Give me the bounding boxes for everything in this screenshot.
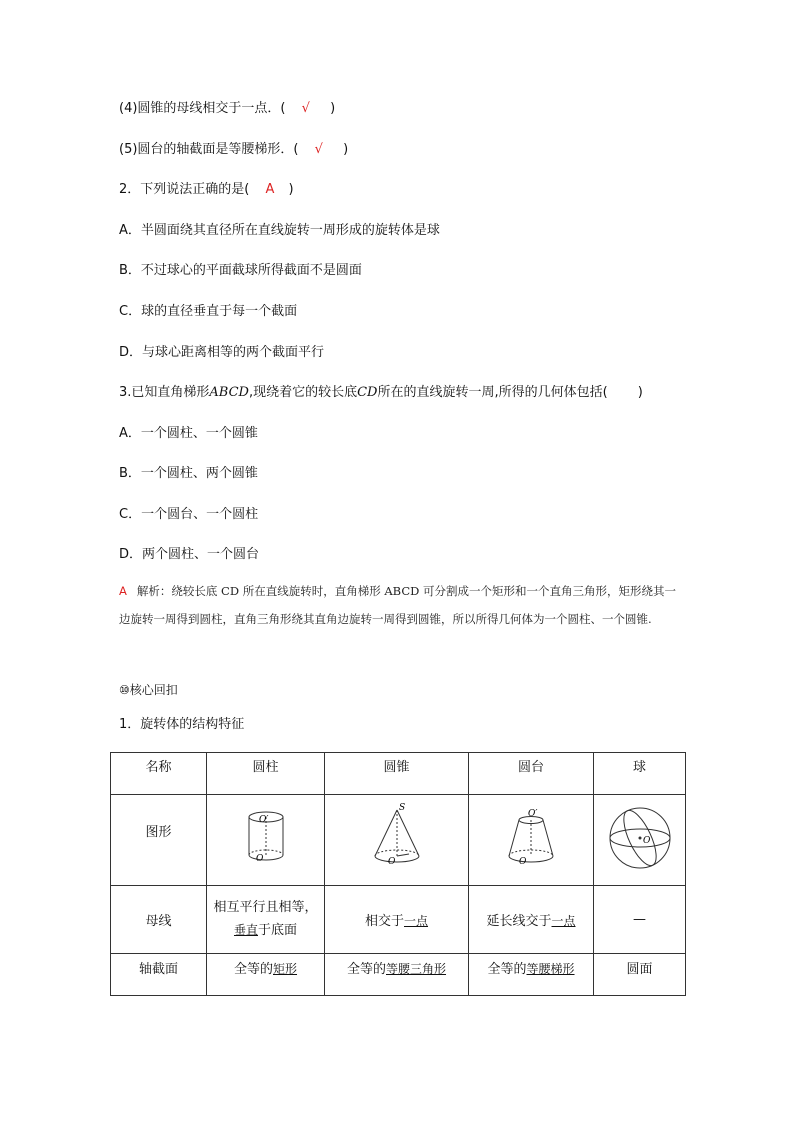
sphere-figure: [600, 798, 680, 878]
solution-answer: A: [119, 584, 127, 598]
generatrix-label: 母线: [111, 886, 207, 954]
axial-sphere: 圆面: [594, 954, 686, 996]
header-frustum: 圆台: [469, 753, 594, 795]
label-o: O: [642, 836, 650, 846]
figure-label: 图形: [111, 795, 207, 886]
q3-stem: 3.已知直角梯形ABCD,现绕着它的较长底CD所在的直线旋转一周,所得的几何体包括( ): [119, 385, 643, 400]
cylinder-figure: [236, 798, 296, 878]
q3-option-a: A．一个圆柱、一个圆锥: [119, 426, 258, 441]
cone-figure-cell: [325, 795, 469, 886]
axial-label: 轴截面: [111, 954, 207, 996]
section-title: ⑩核心回扣: [119, 683, 178, 697]
judgment-4: (4)圆锥的母线相交于一点．( √ ): [119, 101, 336, 116]
label-o: O: [255, 854, 263, 864]
q3-solution: A 解析：绕较长底 CD 所在直线旋转时，直角梯形 ABCD 可分割成一个矩形和一个直角三角形，矩形绕其一边旋转一周得到圆柱，直角三角形绕其直角边旋转一周得到圆锥，所以所得几何体为一个圆柱、一个圆锥.: [119, 584, 676, 626]
q2-option-b: B．不过球心的平面截球所得截面不是圆面: [119, 263, 362, 278]
generatrix-cylinder: 相互平行且相等， 垂直于底面: [207, 886, 325, 954]
frustum-figure-cell: [469, 795, 594, 886]
axial-cylinder: 全等的矩形: [207, 954, 325, 996]
subsection-title: 1．旋转体的结构特征: [119, 717, 245, 732]
table-row: [111, 753, 686, 795]
label-o-prime: O′: [528, 809, 538, 819]
q2-option-a: A．半圆面绕其直径所在直线旋转一周形成的旋转体是球: [119, 223, 440, 238]
label-o: O: [519, 857, 527, 867]
cylinder-figure-cell: [207, 795, 325, 886]
q2-answer: A: [265, 182, 275, 197]
q3-option-d: D．两个圆柱、一个圆台: [119, 547, 260, 562]
table-row: [111, 886, 686, 954]
q2-stem: 2．下列说法正确的是( A ): [119, 182, 294, 197]
header-sphere: 球: [594, 753, 686, 795]
header-name: 名称: [111, 753, 207, 795]
generatrix-frustum: 延长线交于一点: [469, 886, 594, 954]
rotation-body-table: [110, 752, 686, 996]
q3-option-b: B．一个圆柱、两个圆锥: [119, 466, 258, 481]
frustum-figure: [491, 798, 571, 878]
cone-figure: [357, 798, 437, 878]
q3-option-c: C．一个圆台、一个圆柱: [119, 507, 259, 522]
table-row: [111, 795, 686, 886]
label-s: S: [398, 803, 405, 813]
sphere-figure-cell: [594, 795, 686, 886]
generatrix-cone: 相交于一点: [325, 886, 469, 954]
axial-cone: 全等的等腰三角形: [325, 954, 469, 996]
judgment-5: (5)圆台的轴截面是等腰梯形．( √ ): [119, 142, 349, 157]
header-cylinder: 圆柱: [207, 753, 325, 795]
header-cone: 圆锥: [325, 753, 469, 795]
table-row: [111, 954, 686, 996]
check-mark: √: [301, 101, 310, 116]
check-mark: √: [314, 142, 323, 157]
q2-option-c: C．球的直径垂直于每一个截面: [119, 304, 298, 319]
q2-option-d: D．与球心距离相等的两个截面平行: [119, 345, 325, 360]
label-o-prime: O′: [258, 815, 268, 825]
generatrix-sphere: —: [594, 886, 686, 954]
label-o: O: [387, 857, 395, 867]
axial-frustum: 全等的等腰梯形: [469, 954, 594, 996]
